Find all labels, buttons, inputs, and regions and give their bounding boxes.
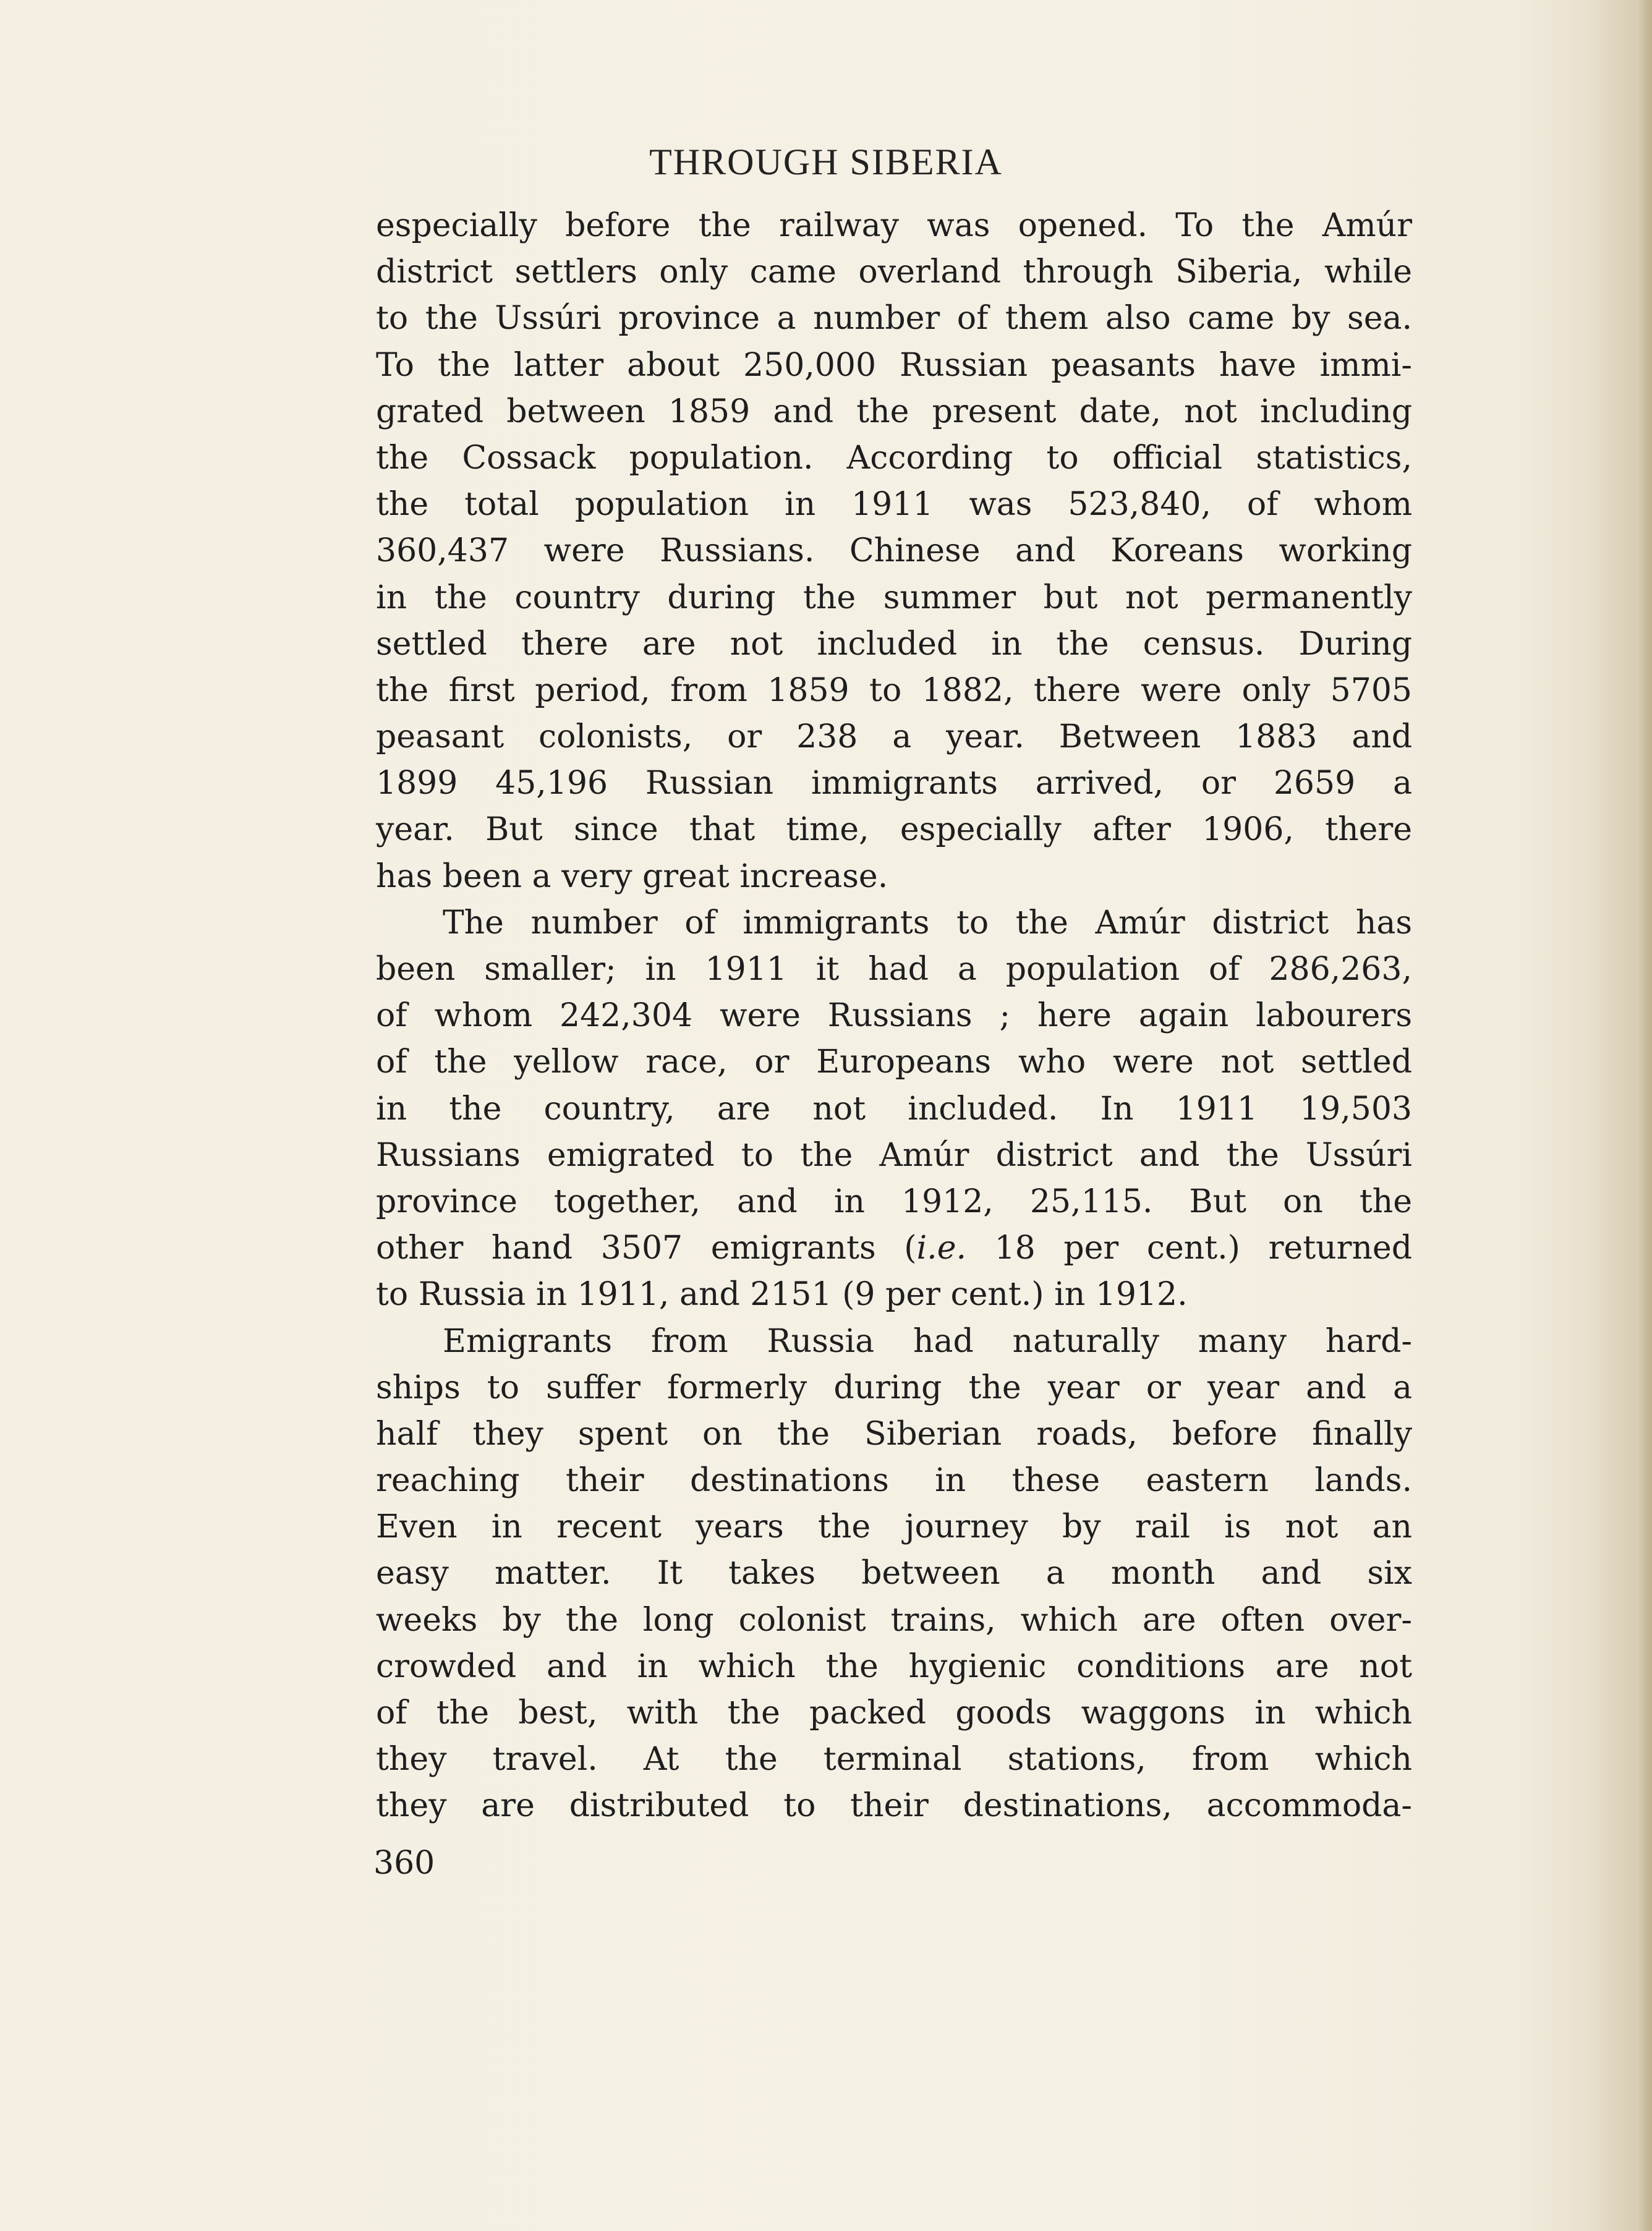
text-line: to Russia in 1911, and 2151 (9 per cent.) in 1912. xyxy=(376,1276,1188,1314)
text-line: the total population in 1911 was 523,840, of whom xyxy=(376,486,1412,524)
text-line: district settlers only came overland through Siberia, while xyxy=(376,253,1412,291)
text-line: 360,437 were Russians. Chinese and Koreans working xyxy=(376,532,1412,570)
text-line: been smaller; in 1911 it had a population of 286,263, xyxy=(376,951,1412,988)
text-line: Russians emigrated to the Amúr district and the Ussúri xyxy=(376,1136,1412,1174)
text-line: Emigrants from Russia had naturally many hard- xyxy=(443,1322,1412,1360)
text-line: especially before the railway was opened. To the Amúr xyxy=(376,207,1412,244)
text-line: Even in recent years the journey by rail is not an xyxy=(376,1508,1412,1546)
page-number: 360 xyxy=(373,1845,435,1882)
text-line: to the Ussúri province a number of them also came by sea. xyxy=(376,300,1412,338)
text-line: peasant colonists, or 238 a year. Between 1883 and xyxy=(376,718,1412,756)
text-line: year. But since that time, especially after 1906, there xyxy=(376,811,1412,849)
text-line: of the yellow race, or Europeans who were not settled xyxy=(376,1043,1412,1081)
text-line: other hand 3507 emigrants (i.e. 18 per cent.) returned xyxy=(376,1230,1412,1267)
text-line: 1899 45,196 Russian immigrants arrived, or 2659 a xyxy=(376,765,1412,802)
text-line: half they spent on the Siberian roads, before finally xyxy=(376,1415,1412,1453)
text-line: province together, and in 1912, 25,115. But on the xyxy=(376,1183,1412,1220)
running-head: THROUGH SIBERIA xyxy=(649,142,1003,182)
text-line: crowded and in which the hygienic conditions are not xyxy=(376,1647,1412,1685)
text-line: weeks by the long colonist trains, which are often over- xyxy=(376,1601,1412,1639)
text-line: ships to suffer formerly during the year or year and a xyxy=(376,1369,1412,1406)
text-line: has been a very great increase. xyxy=(376,857,888,895)
text-line: grated between 1859 and the present date, not including xyxy=(376,393,1412,430)
text-line: the Cossack population. According to official statistics, xyxy=(376,439,1412,477)
text-line: in the country during the summer but not permanently xyxy=(376,579,1412,616)
italic-abbreviation: i.e. xyxy=(916,1230,966,1267)
text-line: easy matter. It takes between a month and six xyxy=(376,1555,1412,1592)
text-line: To the latter about 250,000 Russian peasants have immi- xyxy=(376,346,1412,384)
text-line: of whom 242,304 were Russians ; here again labourers xyxy=(376,997,1412,1035)
text-line: settled there are not included in the census. During xyxy=(376,625,1412,663)
text-line: the first period, from 1859 to 1882, there were only 5705 xyxy=(376,671,1412,709)
text-line: they are distributed to their destinations, accommoda- xyxy=(376,1787,1412,1825)
text-line: in the country, are not included. In 1911 19,503 xyxy=(376,1090,1412,1128)
text-line: The number of immigrants to the Amúr district has xyxy=(443,904,1412,941)
page-edge-shadow xyxy=(1636,0,1652,2231)
text-line: of the best, with the packed goods waggons in which xyxy=(376,1694,1412,1732)
body-text xyxy=(376,203,1412,1830)
text-line: they travel. At the terminal stations, from which xyxy=(376,1741,1412,1778)
text-line: reaching their destinations in these eastern lands. xyxy=(376,1462,1412,1500)
